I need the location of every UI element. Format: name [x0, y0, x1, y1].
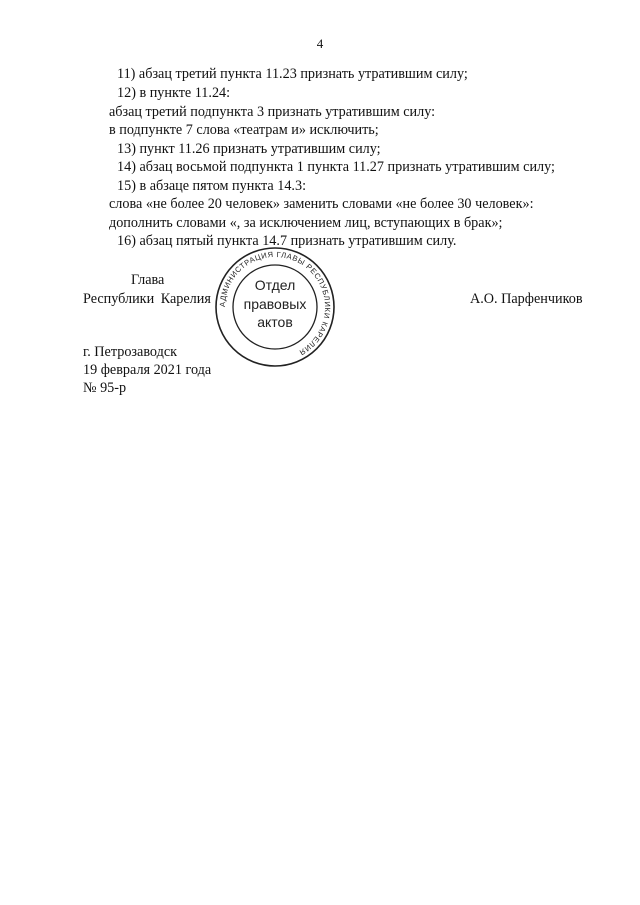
item-line: дополнить словами «, за исключением лиц, вступающих в брак»;	[109, 215, 503, 231]
item-line: 15) в абзаце пятом пункта 14.3:	[117, 178, 307, 194]
date: 19 февраля 2021 года	[83, 362, 212, 378]
item-line: слова «не более 20 человек» заменить словами «не более 30 человек»:	[109, 196, 534, 212]
page-number: 4	[316, 36, 324, 51]
signatory-title-line1: Глава	[131, 272, 165, 288]
document-number: № 95-р	[83, 380, 127, 396]
item-line: в подпункте 7 слова «театрам и» исключить;	[109, 122, 379, 138]
city: г. Петрозаводск	[83, 344, 178, 360]
document-footer	[83, 343, 211, 397]
item-line: 14) абзац восьмой подпункта 1 пункта 11.27 признать утратившим силу;	[117, 159, 555, 175]
official-stamp	[213, 245, 337, 369]
stamp-center-line3: актов	[257, 314, 293, 330]
item-line: 12) в пункте 11.24:	[117, 85, 231, 101]
signatory-name: А.О. Парфенчиков	[470, 291, 583, 307]
stamp-center-line1: Отдел	[254, 277, 296, 293]
item-line: абзац третий подпункта 3 признать утратившим силу:	[109, 104, 436, 120]
item-line: 11) абзац третий пункта 11.23 признать утратившим силу;	[117, 66, 468, 82]
item-line: 16) абзац пятый пункта 14.7 признать утратившим силу.	[117, 233, 457, 249]
stamp-center-line2: правовых	[243, 296, 307, 312]
signatory-title-line2: Республики Карелия	[83, 291, 211, 307]
item-line: 13) пункт 11.26 признать утратившим силу;	[117, 141, 381, 157]
stamp-ring-text: АДМИНИСТРАЦИЯ ГЛАВЫ РЕСПУБЛИКИ КАРЕЛИЯ	[217, 249, 333, 358]
